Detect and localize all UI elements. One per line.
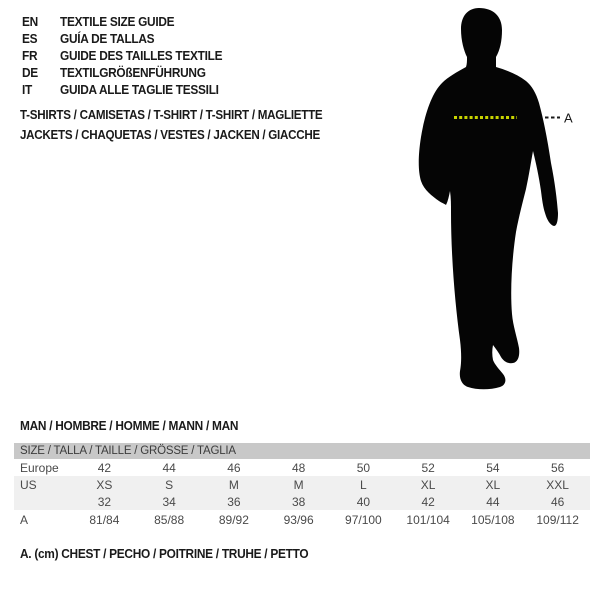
language-code: IT bbox=[22, 82, 32, 97]
category-line-jackets: JACKETS / CHAQUETAS / VESTES / JACKEN / GIACCHE bbox=[20, 128, 320, 142]
size-cell: 56 bbox=[550, 460, 565, 475]
size-cell: 109/112 bbox=[536, 513, 579, 527]
language-title-block bbox=[22, 13, 233, 98]
size-cell: XS bbox=[96, 477, 113, 492]
size-cell: 101/104 bbox=[406, 513, 450, 527]
size-cell: 44 bbox=[162, 460, 176, 475]
size-table bbox=[14, 443, 590, 530]
row-label: A bbox=[20, 513, 29, 527]
size-cell: M bbox=[293, 477, 304, 492]
size-cell: 36 bbox=[227, 494, 241, 509]
chest-measure-footnote: A. (cm) CHEST / PECHO / POITRINE / TRUHE / PETTO bbox=[20, 547, 309, 561]
size-cell: L bbox=[360, 477, 367, 492]
size-cell: 44 bbox=[486, 494, 500, 509]
size-cell: M bbox=[228, 477, 239, 492]
language-code: EN bbox=[22, 14, 38, 29]
category-block bbox=[20, 105, 322, 145]
size-cell: 52 bbox=[421, 460, 435, 475]
language-code: ES bbox=[22, 31, 38, 46]
language-title: GUIDE DES TAILLES TEXTILE bbox=[60, 48, 223, 63]
size-cell: 48 bbox=[291, 460, 306, 475]
size-cell: XL bbox=[420, 477, 436, 492]
size-cell: XL bbox=[485, 477, 501, 492]
size-cell: 89/92 bbox=[218, 513, 249, 527]
language-row bbox=[22, 47, 222, 64]
size-cell: 46 bbox=[227, 460, 241, 475]
language-title: TEXTILE SIZE GUIDE bbox=[60, 14, 175, 29]
size-cell: 105/108 bbox=[471, 513, 515, 527]
table-row-europe bbox=[14, 459, 590, 476]
category-line-tshirts: T-SHIRTS / CAMISETAS / T-SHIRT / T-SHIRT / MAGLIETTE bbox=[20, 108, 323, 122]
man-silhouette bbox=[419, 8, 558, 389]
table-row-chest-a bbox=[14, 510, 590, 530]
size-cell: 81/84 bbox=[89, 513, 120, 527]
language-title: GUÍA DE TALLAS bbox=[60, 31, 155, 46]
row-label: US bbox=[20, 477, 37, 492]
man-silhouette-svg bbox=[405, 4, 600, 396]
chest-marker-label: A bbox=[564, 110, 573, 126]
size-cell: 38 bbox=[291, 494, 306, 509]
size-cell: 42 bbox=[421, 494, 435, 509]
language-title: GUIDA ALLE TAGLIE TESSILI bbox=[60, 82, 219, 97]
size-cell: S bbox=[165, 477, 174, 492]
size-cell: 42 bbox=[97, 460, 112, 475]
size-cell: 54 bbox=[486, 460, 500, 475]
size-table-header: SIZE / TALLA / TAILLE / GRÖSSE / TAGLIA bbox=[14, 443, 590, 459]
size-cell: 97/100 bbox=[345, 513, 382, 527]
table-row-unlabeled bbox=[14, 493, 590, 510]
size-cell: 46 bbox=[550, 494, 565, 509]
table-row-us bbox=[14, 476, 590, 493]
man-figure bbox=[405, 4, 600, 396]
size-cell: 40 bbox=[356, 494, 371, 509]
size-cell: 93/96 bbox=[283, 513, 314, 527]
language-code: FR bbox=[22, 48, 38, 63]
size-cell: XXL bbox=[546, 477, 569, 492]
size-cell: 85/88 bbox=[154, 513, 185, 527]
language-title: TEXTILGRÖßENFÜHRUNG bbox=[60, 65, 206, 80]
language-row bbox=[22, 13, 222, 30]
language-row bbox=[22, 64, 222, 81]
row-label: Europe bbox=[20, 460, 59, 475]
size-cell: 34 bbox=[162, 494, 176, 509]
man-section-heading: MAN / HOMBRE / HOMME / MANN / MAN bbox=[20, 419, 239, 433]
language-row bbox=[22, 30, 222, 47]
language-code: DE bbox=[22, 65, 38, 80]
size-cell: 50 bbox=[356, 460, 371, 475]
size-cell: 32 bbox=[97, 494, 112, 509]
language-row bbox=[22, 81, 222, 98]
